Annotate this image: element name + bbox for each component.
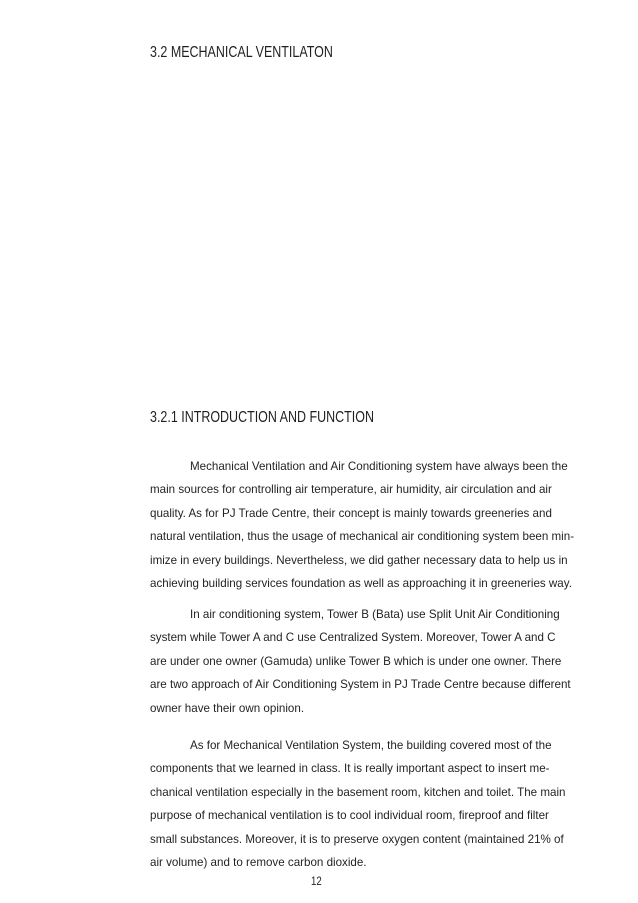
- paragraph-line: system while Tower A and C use Centralized System. Moreover, Tower A and C: [150, 631, 556, 645]
- section-title: 3.2 MECHANICAL VENTILATON: [150, 44, 333, 61]
- paragraph-3: [150, 734, 622, 874]
- paragraph-line: components that we learned in class. It is really important aspect to insert me-: [150, 762, 550, 776]
- subsection-title: 3.2.1 INTRODUCTION AND FUNCTION: [150, 409, 374, 426]
- paragraph-line: purpose of mechanical ventilation is to cool individual room, fireproof and filter: [150, 809, 549, 823]
- paragraph-line: are under one owner (Gamuda) unlike Tower B which is under one owner. There: [150, 654, 562, 668]
- paragraph-line: main sources for controlling air temperature, air humidity, air circulation and air: [150, 483, 552, 497]
- paragraph-line: natural ventilation, thus the usage of mechanical air conditioning system been min-: [150, 530, 575, 544]
- paragraph-line: chanical ventilation especially in the basement room, kitchen and toilet. The main: [150, 785, 566, 799]
- paragraph-line: In air conditioning system, Tower B (Bata) use Split Unit Air Conditioning: [190, 608, 560, 621]
- paragraph-1: [150, 455, 622, 595]
- paragraph-line: quality. As for PJ Trade Centre, their concept is mainly towards greeneries and: [150, 506, 552, 520]
- paragraph-line: As for Mechanical Ventilation System, the building covered most of the: [190, 739, 552, 752]
- page-number: 12: [311, 874, 322, 888]
- paragraph-2: [150, 603, 622, 720]
- paragraph-line: achieving building services foundation as well as approaching it in greeneries way.: [150, 576, 572, 590]
- paragraph-line: small substances. Moreover, it is to preserve oxygen content (maintained 21% of: [150, 832, 564, 846]
- paragraph-line: air volume) and to remove carbon dioxide.: [150, 855, 367, 869]
- paragraph-line: owner have their own opinion.: [150, 701, 305, 715]
- paragraph-line: are two approach of Air Conditioning System in PJ Trade Centre because different: [150, 678, 571, 692]
- paragraph-line: Mechanical Ventilation and Air Conditioning system have always been the: [190, 460, 568, 473]
- paragraph-line: imize in every buildings. Nevertheless, we did gather necessary data to help us in: [150, 553, 568, 567]
